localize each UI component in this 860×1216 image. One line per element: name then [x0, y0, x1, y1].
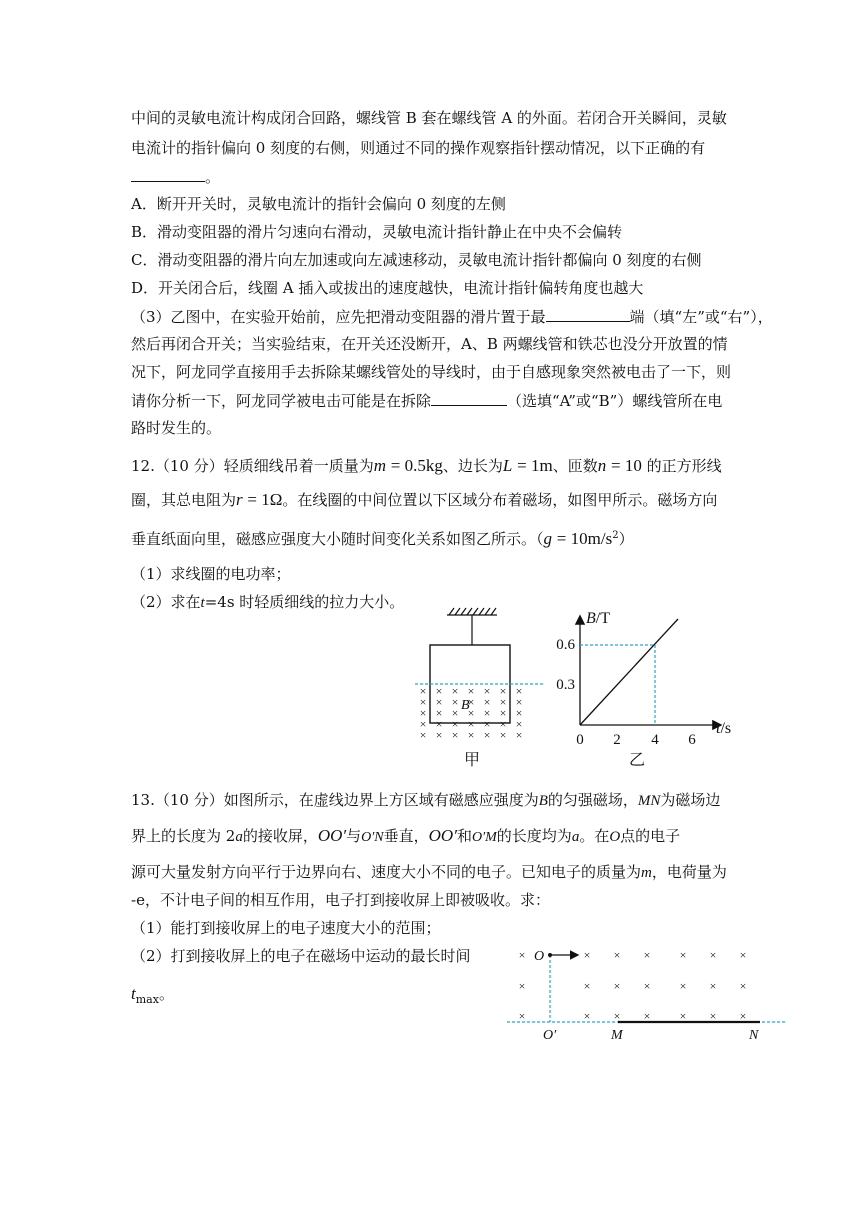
field-cross: ×: [419, 706, 427, 720]
field-cross: ×: [467, 706, 475, 720]
p11-text-line2: 电流计的指针偏向 0 刻度的右侧，则通过不同的操作观察指针摆动情况，以下正确的有: [131, 139, 706, 157]
p11-text-line1: 中间的灵敏电流计构成闭合回路，螺线管 B 套在螺线管 A 的外面。若闭合开关瞬间，灵敏: [131, 109, 727, 127]
field-cross: ×: [739, 948, 747, 962]
field-cross: ×: [518, 948, 526, 962]
magnetic-field-crosses: [519, 948, 747, 1023]
field-cross: ×: [435, 717, 443, 731]
field-cross: ×: [483, 717, 491, 731]
p13-tmax: $t_{max}$。: [131, 984, 174, 1006]
y-tick-0.6: 0.6: [556, 637, 575, 653]
field-cross: ×: [467, 717, 475, 731]
p12-line1: 12.（10 分）轻质细线吊着一质量为m = 0.5kg、边长为L = 1m、匝数n = 10 的正方形线: [131, 456, 722, 475]
y-tick-0.3: 0.3: [556, 677, 575, 693]
answer-blank: [431, 390, 507, 406]
field-cross: ×: [451, 684, 459, 698]
field-cross: ×: [709, 948, 717, 962]
field-cross: ×: [709, 979, 717, 993]
p11-q3-line2: 然后再闭合开关；当实验结束，在开关还没断开，A、B 两螺线管和铁芯也没分开放置的情: [131, 335, 728, 353]
figure-p13: [505, 940, 790, 1040]
label-n: N: [749, 1028, 759, 1040]
field-cross: ×: [451, 717, 459, 731]
option-c: C．滑动变阻器的滑片向左加速或向左减速移动，灵敏电流计指针都偏向 0 刻度的右侧: [131, 251, 702, 269]
y-axis-label: B/T: [586, 610, 610, 627]
field-cross: ×: [515, 728, 523, 742]
field-cross: ×: [613, 979, 621, 993]
x-tick-2: 2: [613, 732, 621, 748]
field-cross: ×: [499, 717, 507, 731]
field-cross: ×: [679, 948, 687, 962]
x-tick-0: 0: [576, 732, 584, 748]
p12-line2: 圈，其总电阻为r = 1Ω。在线圈的中间位置以下区域分布着磁场，如图甲所示。磁场方向: [131, 490, 718, 509]
figure-caption-jia: 甲: [463, 752, 481, 769]
option-b: B．滑动变阻器的滑片匀速向右滑动，灵敏电流计指针静止在中央不会偏转: [131, 223, 623, 241]
field-cross: ×: [451, 728, 459, 742]
answer-blank: [546, 306, 630, 322]
p11-q3-line1: （3）乙图中，在实验开始前，应先把滑动变阻器的滑片置于最 端（填“左”或“右”），: [131, 308, 773, 326]
p13-q2: （2）打到接收屏上的电子在磁场中运动的最长时间: [131, 947, 471, 965]
field-cross: ×: [435, 706, 443, 720]
field-cross: ×: [515, 706, 523, 720]
field-cross: ×: [483, 706, 491, 720]
p13-line2: 界上的长度为 2a的接收屏，OO′与O′N垂直，OO′和O′M的长度均为a。在O点的电子: [131, 826, 681, 845]
field-cross: ×: [709, 1009, 717, 1023]
field-cross: ×: [435, 728, 443, 742]
p12-q2: （2）求在t=4s 时轻质细线的拉力大小。: [131, 593, 405, 611]
field-cross: ×: [515, 684, 523, 698]
option-a: A．断开开关时，灵敏电流计的指针会偏向 0 刻度的左侧: [131, 195, 506, 213]
field-cross: ×: [467, 684, 475, 698]
field-cross: ×: [583, 1009, 591, 1023]
field-cross: ×: [643, 979, 651, 993]
field-cross: ×: [515, 695, 523, 709]
field-cross: ×: [679, 979, 687, 993]
p12-q1: （1）求线圈的电功率；: [131, 565, 291, 583]
label-o: O: [534, 949, 545, 964]
field-cross: ×: [435, 684, 443, 698]
p11-q3-line4: 请你分析一下，阿龙同学被电击可能是在拆除 （选填“A”或“B”）螺线管所在电: [131, 392, 723, 410]
p13-line1: 13.（10 分）如图所示，在虚线边界上方区域有磁感应强度为B的匀强磁场，MN为磁场边: [131, 791, 721, 809]
field-cross: ×: [499, 684, 507, 698]
b-t-line: [580, 619, 678, 725]
field-cross: ×: [518, 979, 526, 993]
field-cross: ×: [435, 695, 443, 709]
x-tick-4: 4: [651, 732, 659, 748]
field-cross: ×: [643, 948, 651, 962]
magnetic-field-crosses: [420, 684, 523, 742]
field-cross: ×: [451, 695, 459, 709]
field-cross: ×: [499, 706, 507, 720]
field-cross: ×: [499, 695, 507, 709]
x-tick-6: 6: [688, 732, 696, 748]
option-d: D．开关闭合后，线圈 A 插入或拔出的速度越快，电流计指针偏转角度也越大: [131, 279, 644, 297]
label-o-prime: O′: [543, 1028, 557, 1040]
point-o: [548, 953, 552, 957]
field-cross: ×: [483, 684, 491, 698]
field-cross: ×: [643, 1009, 651, 1023]
field-cross: ×: [518, 1009, 526, 1023]
field-cross: ×: [583, 948, 591, 962]
figure-jia: [405, 605, 550, 770]
field-cross: ×: [483, 695, 491, 709]
field-cross: ×: [467, 695, 475, 709]
answer-blank: [131, 166, 205, 182]
field-cross: ×: [419, 728, 427, 742]
field-cross: ×: [739, 1009, 747, 1023]
p13-q1: （1）能打到接收屏上的电子速度大小的范围；: [131, 919, 441, 937]
field-cross: ×: [583, 979, 591, 993]
label-m: M: [611, 1028, 623, 1040]
figure-yi: [552, 605, 742, 770]
field-cross: ×: [613, 1009, 621, 1023]
field-cross: ×: [419, 717, 427, 731]
field-cross: ×: [739, 979, 747, 993]
field-cross: ×: [613, 948, 621, 962]
field-cross: ×: [467, 728, 475, 742]
field-cross: ×: [451, 706, 459, 720]
p13-line3: 源可大量发射方向平行于边界向右、速度大小不同的电子。已知电子的质量为m，电荷量为: [131, 863, 727, 881]
field-cross: ×: [499, 728, 507, 742]
p11-q3-line3: 况下，阿龙同学直接用手去拆除某螺线管处的导线时，由于自感现象突然被电击了一下，则: [131, 363, 732, 381]
field-label-b: B: [461, 698, 470, 713]
field-cross: ×: [483, 728, 491, 742]
field-cross: ×: [515, 717, 523, 731]
field-cross: ×: [679, 1009, 687, 1023]
x-axis-label: t/s: [716, 720, 732, 737]
figure-caption-yi: 乙: [628, 752, 646, 769]
p13-line4: -e，不计电子间的相互作用，电子打到接收屏上即被吸收。求：: [131, 891, 550, 909]
field-cross: ×: [419, 684, 427, 698]
field-cross: ×: [419, 695, 427, 709]
p11-text-line3: 。: [131, 166, 220, 187]
ceiling-support: [447, 608, 497, 645]
p12-line3: 垂直纸面向里，磁感应强度大小随时间变化关系如图乙所示。$(g = 10m/s^2)$: [131, 529, 634, 548]
p11-q3-line5: 路时发生的。: [131, 419, 222, 437]
